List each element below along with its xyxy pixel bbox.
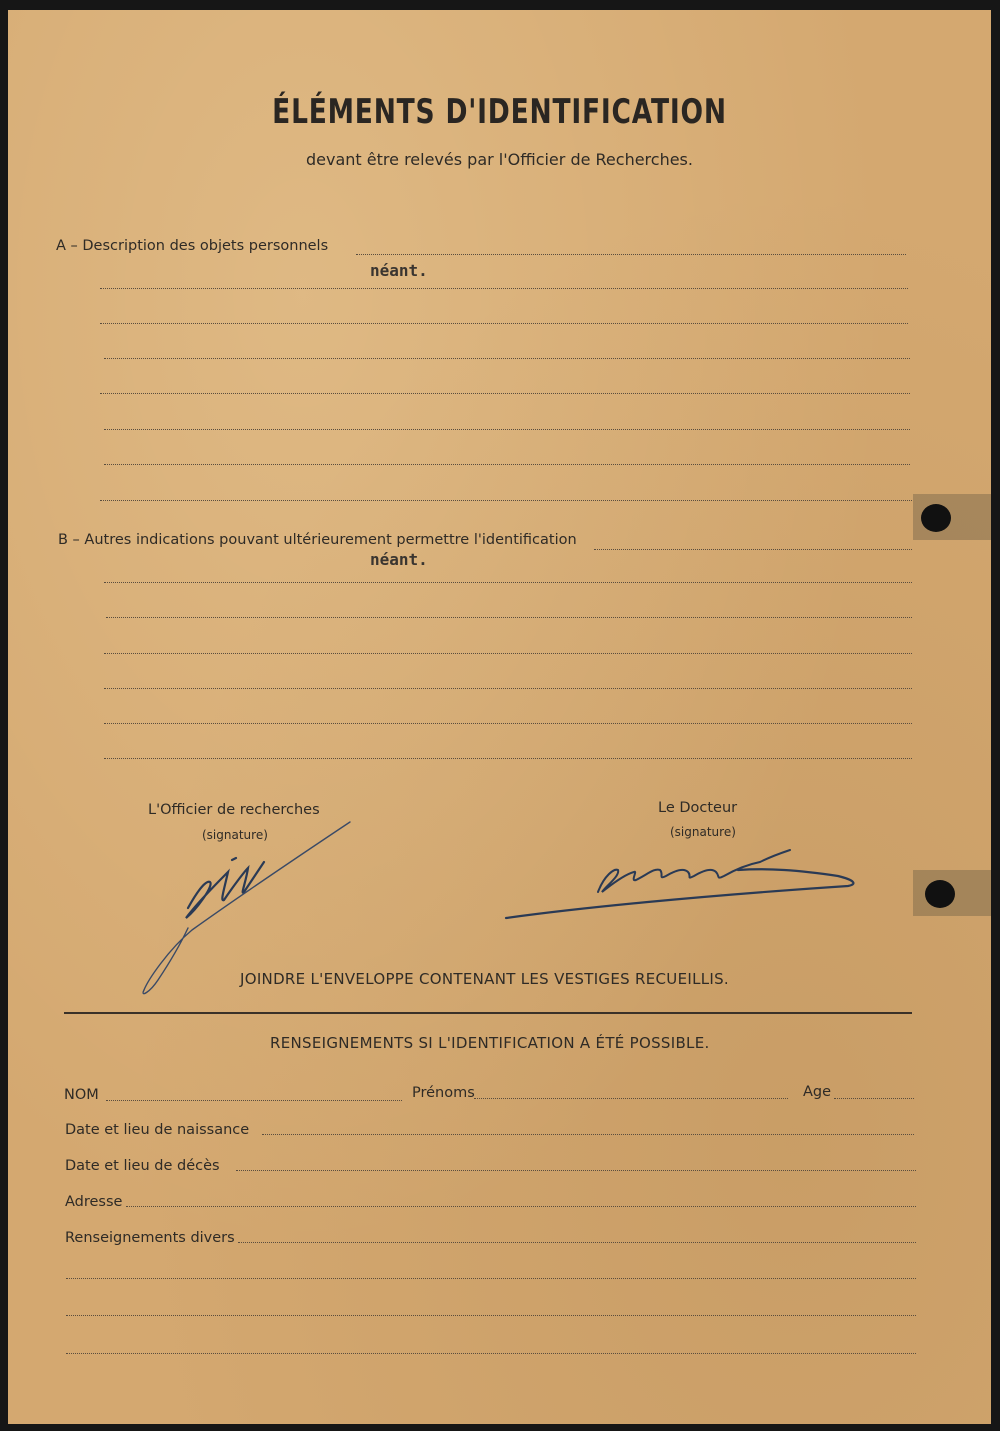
- section-b-typed-value: néant.: [370, 550, 428, 569]
- adresse-line: [126, 1206, 916, 1207]
- section-b-line-5: [104, 688, 912, 689]
- section-b-line-7: [104, 758, 912, 759]
- section-a-line-3: [100, 323, 908, 324]
- page-subtitle: devant être relevés par l'Officier de Recherches.: [306, 150, 693, 169]
- deces-label: Date et lieu de décès: [65, 1158, 220, 1174]
- section-a-line-2: [100, 288, 908, 289]
- divers-label: Renseignements divers: [65, 1230, 235, 1246]
- divers-line-3: [66, 1315, 916, 1316]
- adresse-label: Adresse: [65, 1194, 123, 1210]
- section-b-line-2: [104, 582, 912, 583]
- deces-line: [236, 1170, 916, 1171]
- prenoms-line: [474, 1098, 788, 1099]
- section-b-line-3: [106, 617, 912, 618]
- section-a-line-7: [104, 464, 910, 465]
- section-a-line-1: [356, 254, 906, 255]
- age-label: Age: [803, 1084, 832, 1100]
- naissance-label: Date et lieu de naissance: [65, 1122, 250, 1138]
- section-a-line-4: [104, 358, 910, 359]
- section-a-typed-value: néant.: [370, 261, 428, 280]
- section-b-line-1: [594, 549, 912, 550]
- section-a-line-5: [100, 393, 910, 394]
- envelope-instruction: JOINDRE L'ENVELOPPE CONTENANT LES VESTIGES RECUEILLIS.: [240, 970, 729, 988]
- officer-signature-note: (signature): [202, 828, 268, 842]
- page-title: ÉLÉMENTS D'IDENTIFICATION: [272, 92, 727, 132]
- nom-line: [106, 1100, 402, 1101]
- age-line: [834, 1098, 914, 1099]
- doctor-handwritten-signature: [498, 840, 868, 940]
- doctor-signature-title: Le Docteur: [658, 800, 738, 816]
- nom-label: NOM: [64, 1087, 99, 1103]
- section-divider: [64, 1012, 912, 1014]
- form-sheet: [8, 10, 991, 1424]
- section-a-line-6: [104, 429, 910, 430]
- divers-line-2: [66, 1278, 916, 1279]
- section-b-label: B – Autres indications pouvant ultérieurement permettre l'identification: [58, 532, 577, 548]
- prenoms-label: Prénoms: [412, 1085, 475, 1101]
- punch-hole-upper: [921, 504, 951, 532]
- identification-heading: RENSEIGNEMENTS SI L'IDENTIFICATION A ÉTÉ POSSIBLE.: [270, 1034, 710, 1052]
- naissance-line: [262, 1134, 914, 1135]
- divers-line-1: [238, 1242, 916, 1243]
- section-a-line-8: [100, 500, 912, 501]
- section-b-line-4: [104, 653, 912, 654]
- section-b-line-6: [104, 723, 912, 724]
- divers-line-4: [66, 1353, 916, 1354]
- doctor-signature-note: (signature): [670, 825, 736, 839]
- section-a-label: A – Description des objets personnels: [56, 238, 329, 254]
- officer-signature-title: L'Officier de recherches: [148, 802, 320, 818]
- punch-hole-lower: [925, 880, 955, 908]
